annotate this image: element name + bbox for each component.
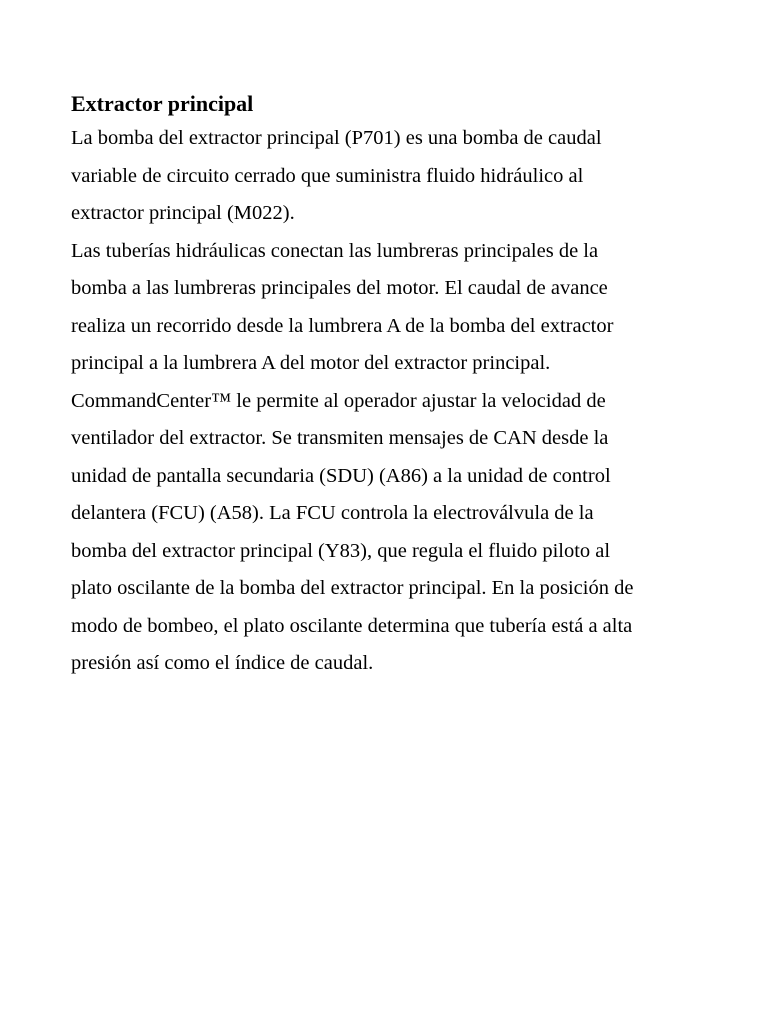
- document-content: [71, 88, 711, 683]
- text-line: delantera (FCU) (A58). La FCU controla la electroválvula de la: [71, 502, 594, 524]
- text-line: principal a la lumbrera A del motor del extractor principal.: [71, 352, 551, 374]
- text-line: modo de bombeo, el plato oscilante determina que tubería está a alta: [71, 614, 633, 637]
- body-text: [71, 120, 711, 683]
- text-line: ventilador del extractor. Se transmiten mensajes de CAN desde la: [71, 427, 609, 449]
- text-line: CommandCenter™ le permite al operador ajustar la velocidad de: [71, 389, 606, 412]
- text-line: bomba a las lumbreras principales del motor. El caudal de avance: [71, 277, 608, 299]
- text-line: unidad de pantalla secundaria (SDU) (A86) a la unidad de control: [71, 464, 611, 487]
- text-line: plato oscilante de la bomba del extractor principal. En la posición de: [71, 577, 634, 599]
- text-line: Las tuberías hidráulicas conectan las lumbreras principales de la: [71, 239, 599, 262]
- text-line: bomba del extractor principal (Y83), que regula el fluido piloto al: [71, 539, 611, 562]
- text-line: extractor principal (M022).: [71, 202, 295, 224]
- text-line: La bomba del extractor principal (P701) es una bomba de caudal: [71, 127, 602, 149]
- text-line: realiza un recorrido desde la lumbrera A de la bomba del extractor: [71, 314, 614, 337]
- text-line: presión así como el índice de caudal.: [71, 652, 374, 674]
- section-heading: Extractor principal: [71, 91, 254, 116]
- text-line: variable de circuito cerrado que suministra fluido hidráulico al: [71, 164, 584, 187]
